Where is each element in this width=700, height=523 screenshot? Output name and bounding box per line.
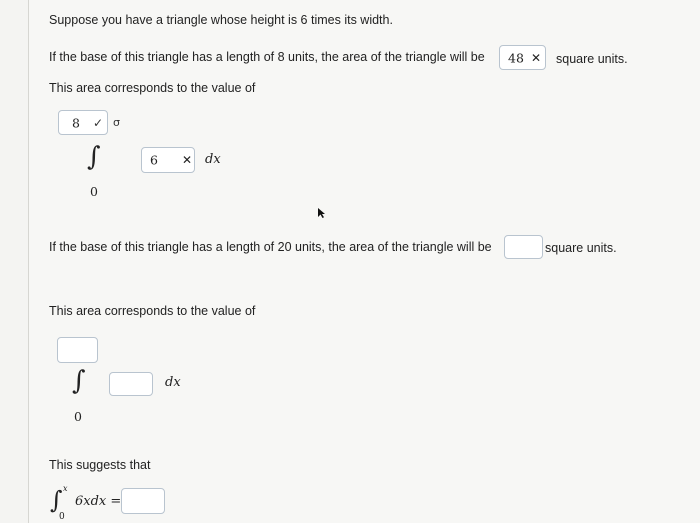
q2-upper-limit-input[interactable]: [57, 337, 98, 363]
conclusion-text: This suggests that: [49, 458, 151, 472]
mouse-cursor-icon: [317, 207, 326, 219]
q2-lower-limit: 0: [74, 409, 82, 424]
q2-area-input[interactable]: [504, 235, 543, 259]
correct-icon: ✓: [93, 115, 104, 130]
integral-sign: ∫: [72, 366, 86, 396]
q1-area-input[interactable]: [499, 45, 546, 70]
q1-area-value: 48: [508, 50, 524, 65]
conclusion-lower-limit: 0: [59, 512, 65, 522]
q2-dx: dx: [165, 375, 181, 390]
incorrect-icon: ✕: [531, 50, 542, 65]
q1-upper-limit-value: 8: [72, 115, 80, 130]
q1-units: square units.: [556, 52, 628, 66]
q2-prompt: If the base of this triangle has a length of 20 units, the area of the triangle will be: [49, 240, 492, 254]
q1-prompt: If the base of this triangle has a length of 8 units, the area of the triangle will be: [49, 50, 485, 64]
q1-integrand-value: 6: [150, 152, 158, 168]
q1-area-text: This area corresponds to the value of: [49, 81, 256, 95]
q1-upper-limit-input[interactable]: [58, 110, 108, 135]
integral-sign: ∫: [87, 142, 101, 172]
incorrect-icon: ✕: [182, 153, 193, 167]
q2-units: square units.: [545, 241, 617, 255]
question-panel: [28, 0, 700, 523]
sigma-icon[interactable]: σ: [113, 116, 120, 129]
conclusion-upper-limit: x: [63, 484, 68, 493]
q2-integrand-input[interactable]: [109, 372, 153, 396]
conclusion-answer-input[interactable]: [121, 488, 165, 514]
conclusion-integrand: 6xdx =: [75, 494, 122, 509]
integral-sign: ∫: [50, 486, 63, 514]
q1-integrand-input[interactable]: [141, 147, 195, 173]
q2-area-text: This area corresponds to the value of: [49, 304, 256, 318]
intro-text: Suppose you have a triangle whose height is 6 times its width.: [49, 13, 393, 27]
q1-dx: dx: [205, 152, 221, 167]
q1-lower-limit: 0: [90, 184, 98, 199]
